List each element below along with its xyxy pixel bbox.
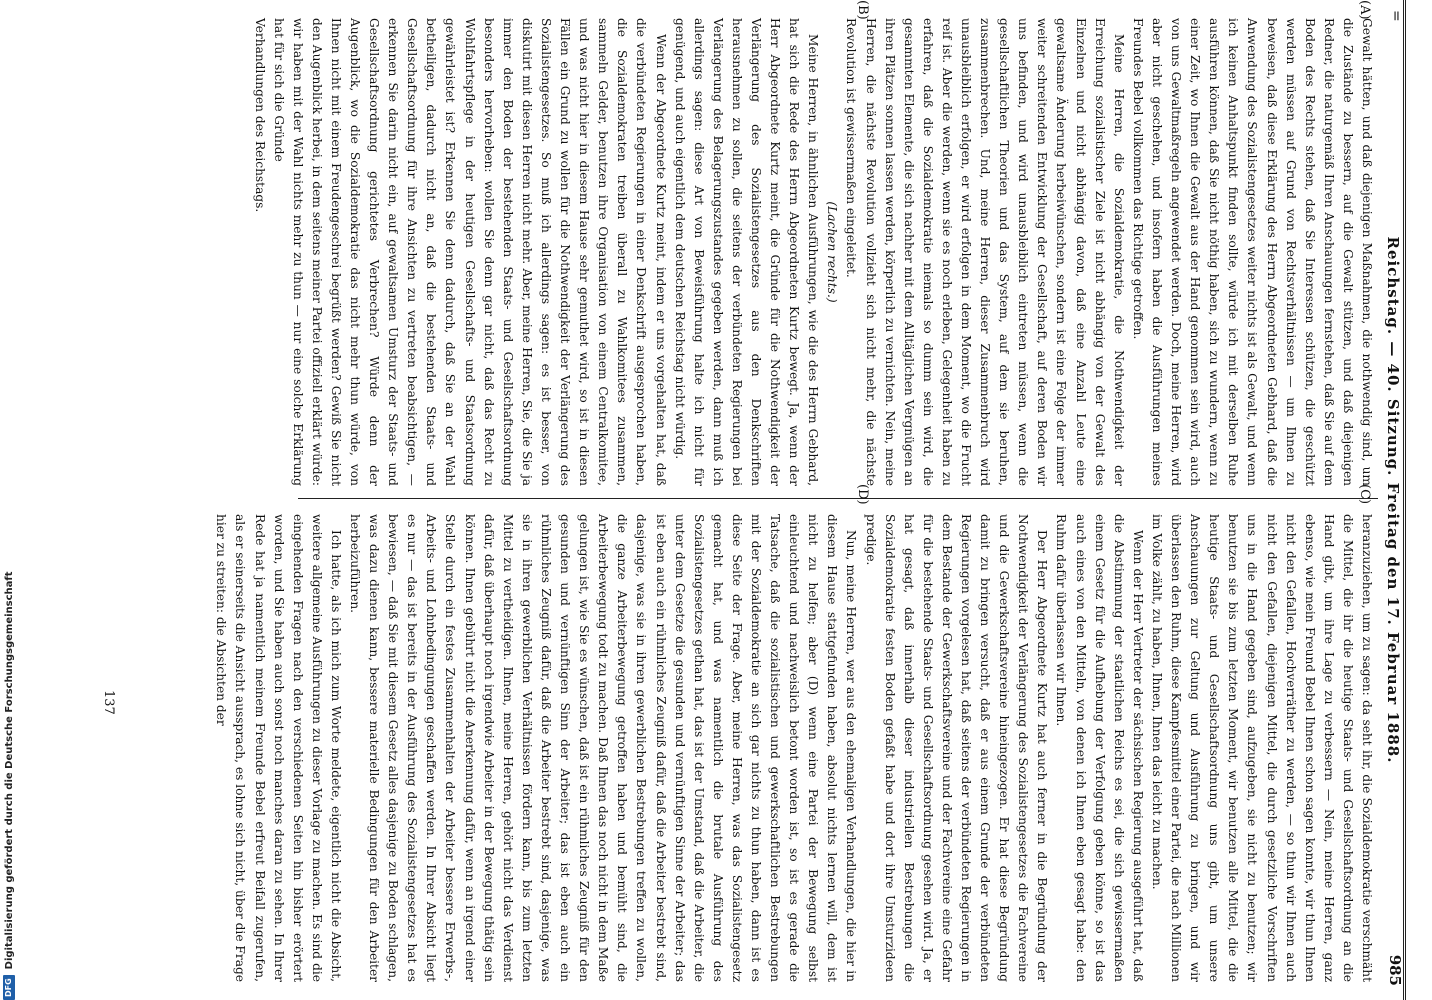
paragraph: Meine Herren, die Sozialdemokratie, die Nothwendigkeit der Erreichung sozialistischer Ziele ist nicht abhängig von der Gewalt des Einzelnen und nicht abhängig davon, daß eine Anzahl Leute eine gewaltsame Änderung herbeiwünschen, sondern ist eine Folge der immer weiter schreitenden Entwicklung der Gesellschaft, auf deren Boden wir uns befinden, und wird unausbleiblich eintreten müssen, wenn die gesellschaftlichen Theorien und das System, auf dem sie beruhen, zusammenbrechen. Und, meine Herren, dieser Zusammenbruch wird unausbleiblich erfolgen, er wird erfolgen in dem Moment, wo die Frucht reif ist. Aber die werden, wenn sie es noch erleben, Gelegenheit haben zu erfahren, daß die Sozialdemokratie niemals so dumm sein wird, die gesammten Elemente, die sich nachher mit dem Alltäglichen Vergnügen an ihren Plätzen sonnen lassen werden, körperlich zu vernichten. Nein, meine Herren, die nächste Revolution vollzieht sich nicht mehr, die nächste Revolution ist gewissermaßen eingeleitet.	[844, 18, 1126, 486]
digitization-footer	[2, 440, 16, 1000]
header-left-marker: =	[1388, 10, 1404, 24]
interjection: (Lachen rechts.)	[825, 201, 840, 303]
paragraph: Gewalt hätten, und daß diejenigen Maßnahmen, die nothwendig sind, um die Zustände zu bessern, auf die Gewalt stützen, und daß diejenigen Redner, die naturgemäß Ihren Anschauungen fernstehen, daß Sie auf dem Boden des Rechts stehen, daß Sie Interessen schützen, die geschützt werden müssen auf Grund von Rechtsverhältnissen — um Ihnen zu beweisen, daß diese Erklärung des Herrn Abgeordneten Gebhard, daß die Anwendung des Sozialistengesetzes weiter nichts ist als Gewalt, und wenn ich keinen Anhaltspunkt finden sollte, würde ich mit derselben Ruhe ausführen können, daß Sie nicht nöthig haben, sich zu wundern, wenn zu einer Zeit, wo Ihnen die Gewalt aus der Hand genommen sein wird, auch von uns Gewaltmaßregeln angewendet werden. Doch, meine Herren, wird aber nicht geschehen, und insofern haben die Ausführungen meines Freundes Bebel vollkommen das Richtige getroffen.	[1130, 18, 1374, 486]
dfg-logo: DFG	[3, 975, 15, 1000]
paragraph: Meine Herren, in ähnlichen Ausführungen, wie die des Herrn Gebhard, hat sich die Rede des Herrn Abgeordneten Kurtz bewegt. Ja, wenn der Herr Abgeordnete Kurtz meint, die Gründe für die Nothwendigkeit der Verlängerung des Sozialistengesetzes aus den Denkschriften herausnehmen zu sollen, die seitens der verbündeten Regierungen bei Verlängerung des Belagerungszustandes gegeben werden, dann muß ich allerdings sagen: diese Art von Beweisführung halte ich nicht für genügend, und auch eigentlich dem deutschen Reichstag nicht würdig.	[672, 18, 821, 486]
header-rule	[1403, 0, 1406, 1000]
margin-marker-a: (A)	[1357, 0, 1372, 20]
rotated-document-page	[80, 0, 1416, 1000]
paragraph: Ich hatte, als ich mich zum Worte meldete, eigentlich nicht die Absicht, weitere allgemeine Ausführungen zu dieser Vorlage zu machen. Es sind die eingehenden Fragen nach den verschiedenen Seiten hin bisher erörtert worden, und Sie haben auch sonst noch manches daran zu sehen. In Ihrer Rede hat ja namentlich meinem Freunde Bebel erfreut Beifall zugerufen, als er seinerseits die Ansicht aussprach, es lohne sich nicht, über die Frage hier zu streiten: die Absichten der	[214, 514, 343, 982]
paragraph: heranzuziehen, um zu sagen: da seht ihr, die Sozialdemokratie verschmäht die Mittel, die ihr die heutige Staats- und Gesellschaftsordnung an die Hand gibt, um ihre Lage zu verbessern — Nein, meine Herren, ganz ebenso, wie mein Freund Bebel Ihnen schon sagen konnte, wir thun Ihnen nicht den Gefallen, Hochverräther zu werden, — so thun wir Ihnen auch nicht den Gefallen, diejenigen Mittel, die durch gesetzliche Vorschriften uns in die Hand gegeben sind, aufzugeben, sie nicht zu benutzen; wir benutzen sie bis zum letzten Moment, wir benutzen alle Mittel, die die heutige Staats- und Gesellschaftsordnung uns gibt, um unsere Anschauungen zur Geltung und Ausführung zu bringen, und wir überlassen den Ruhm, diese Kampfesmittel einer Partei, die nach Millionen im Volke zählt, zu haben, Ihnen, Ihnen das leicht zu machen.	[1149, 514, 1374, 982]
paragraph: Wenn der Herr Vertreter der sächsischen Regierung ausgeführt hat, daß die Abstimmung der staatlichen Reichs es sei, die sich gewissermaßen einem Gesetz für die Aufhebung der Verfolgung geben könne, so ist das auch eines von den Mitteln, von denen ich Ihnen eben gesagt habe: den Ruhm dafür überlassen wir Ihnen.	[1054, 514, 1145, 982]
left-text-column	[252, 18, 1376, 486]
paragraph: Nun, meine Herren, wer aus den ehemaligen Verhandlungen, die hier in diesem Hause stattgefunden haben, absolut nichts lernen will, dem ist nicht zu helfen; aber (D) wenn eine Partei der Bewegung selbst einleuchtend und nachweislich betont worden ist, so ist es gerade die Tatsache, daß die sozialistischen und gewerkschaftlichen Bestrebungen mit der Sozialdemokratie an sich gar nichts zu thun haben, dann ist es diese Seite der Frage. Aber, meine Herren, was das Sozialistengesetz gemacht hat, und was namentlich die brutale Ausführung des Sozialistengesetzes gethan hat, das ist der Umstand, daß die Arbeiter, die unter dem Gesetze die gesunden und vernünftigen Sinne der Arbeiter; das ist eben auch ein rühmliches Zeugniß dafür, daß die Arbeiter bestrebt sind, dasjenige, was sie in ihren gewerblichen Bestrebungen treffen zu wollen, die ganze Arbeiterbewegung getroffen haben und bemüht sind, die Arbeiterbewegung todt zu machen. Daß Ihnen das noch nicht in dem Maße gelungen ist, wie Sie es wünschen, daß ist ein rühmliches Zeugniß für den gesunden und vernünftigen Sinn der Arbeiter; das ist eben auch ein rühmliches Zeugniß dafür, daß die Arbeiter bestrebt sind, dasjenige, was sie in ihren gewerblichen Verhältnissen fördern kann, bis zum letzten Mittel zu vertheidigen. Ihnen, meine Herren, gehört nicht das Verdienst dafür, daß überhaupt noch irgendwie Arbeiter in der Bewegung thätig sein können. Ihnen gebührt nicht die Anerkennung dafür, wenn an irgend einer Stelle durch ein festes Zusammenhalten der Arbeiter bessere Erwerbs-, Arbeits- und Lohnbedingungen geschaffen werden. In Ihrer Absicht liegt es nur — das ist bereits in der Ausführung des Sozialistengesetzes hat es bewiesen, — daß Sie mit diesem Gesetz alles dasjenige zu Boden schlagen, was dazu dienen kann, bessere materielle Bedingungen für den Arbeiter herbeizuführen.	[348, 514, 859, 982]
digitization-notice: Digitalisierung gefördert durch die Deutsche Forschungsgemeinschaft	[3, 571, 15, 970]
column-footer-label: Verhandlungen des Reichstags.	[252, 18, 267, 213]
page-header-title: Reichstag. — 40. Sitzung. Freitag den 17. Februar 1888.	[1384, 236, 1402, 764]
paragraph: Wenn der Abgeordnete Kurtz meint, indem er uns vorgehalten hat, daß die verbündeten Regierungen in einer Denkschrift ausgesprochen haben, die Sozialdemokraten treiben überall zu Wahlkomitees zusammen, sammeln Gelder, benutzen ihre Organisation von einem Centralkomitee, und was nicht hier in diesem Hause sehr gemuthet wird, so ist in diesen Fällen ein Grund zu wollen für die Nothwendigkeit der Verlängerung des Sozialistengesetzes. So muß ich allerdings sagen: es ist besser, von diskutirt mit diesen Herren nicht mehr. Aber, meine Herren, Sie, die Sie ja immer den Boden der bestehenden Staats- und Gesellschaftsordnung besonders hervorheben: wollen Sie denn gar nicht, daß das Recht zu Wohlfahrtspflege in der heutigen Gesellschafts- und Staatsordnung gewährleistet ist? Erkennen Sie denn dadurch, daß Sie an der Wahl betheiligen, dadurch nicht an, daß die bestehenden Staats- und Gesellschaftsordnung für ihre Ansichten zu vertreten beabsichtigen, — erkennen Sie darin nicht ein, auf gewaltsamen Umsturz der Staats- und Gesellschaftsordnung gerichtetes Verbrechen? Würde denn der Augenblick, wo die Sozialdemokratie das nicht mehr thun würde, von Ihnen nicht mit einem Freudengeschrei begrüßt werden? Gewiß Sie nicht den Augenblick herbei, in dem seitens meiner Partei offiziell erklärt würde: wir haben mit der Wahl nichts mehr zu thun — nur eine solche Erklärung hat für sich die Gründe	[271, 18, 668, 486]
margin-marker-d: (D)	[855, 484, 870, 505]
column-divider	[298, 498, 1378, 499]
page-number: 985	[1386, 954, 1404, 986]
right-text-column	[214, 514, 1376, 982]
page-footer-number: 137	[101, 690, 116, 715]
margin-marker-b: (B)	[855, 0, 870, 20]
paragraph: Der Herr Abgeordnete Kurtz hat auch ferner in die Begründung der Nothwendigkeit der Verlängerung des Sozialistengesetzes die Fachvereine und die Gewerkschaftsvereine hineingezogen. Er hat diese Begründung damit zu bringen versucht, daß er aus einem Grunde der verbündeten Regierungen vorgelesen hat, daß seitens der verbündeten Regierungen in dem Bestande der Gewerkschaftsvereine und der Fachvereine eine Gefahr für die bestehende Staats- und Gesellschaftsordnung gesehen wird. Ja, er hat gesagt, daß innerhalb dieser industriellen Bestrebungen die Sozialdemokratie festen Boden gefaßt habe und dort ihre Umsturzideen predige.	[863, 514, 1050, 982]
margin-marker-c: (C)	[1357, 484, 1372, 505]
